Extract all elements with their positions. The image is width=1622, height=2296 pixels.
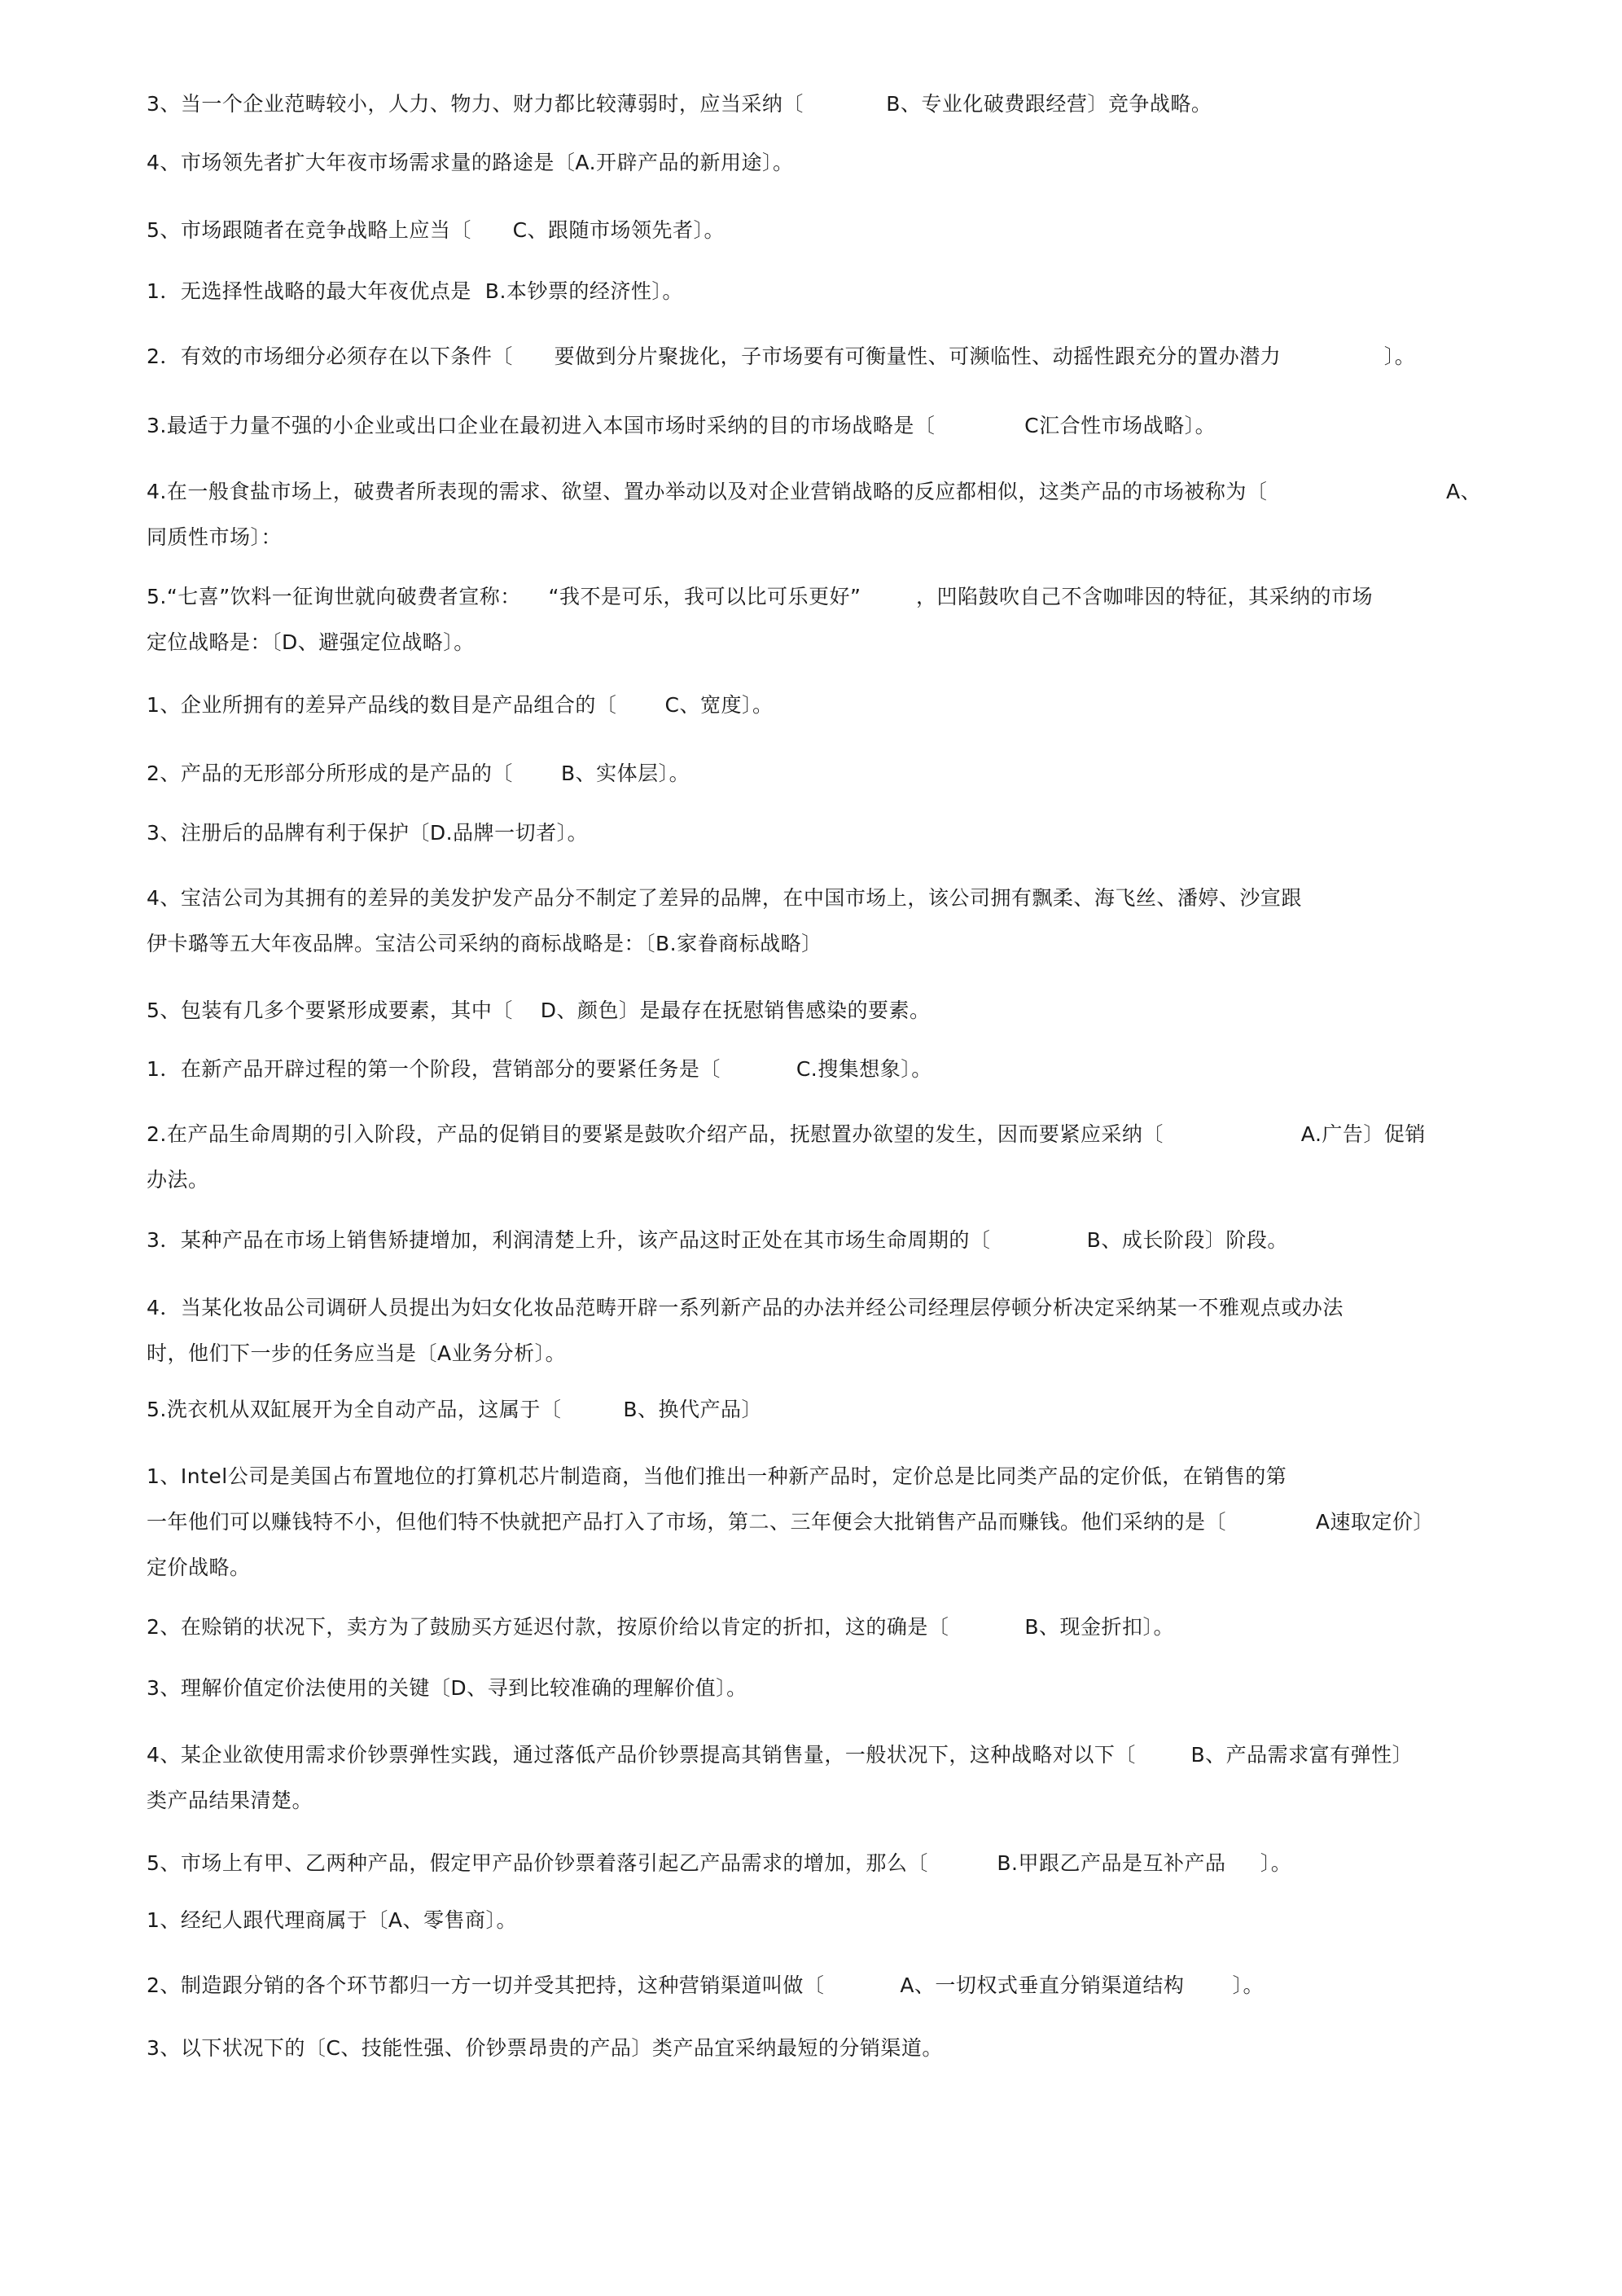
question-block [147,1285,1515,1376]
question-text: 3、当一个企业范畴较小，人力、物力、财力都比较薄弱时，应当采纳〔 B、专业化破费跟经营〕竞争战略。 [147,92,1212,116]
question-text: 定价战略。 [147,1556,251,1579]
question-text: 4.在一般食盐市场上，破费者所表现的需求、欲望、置办举动以及对企业营销战略的反应都相似，这类产品的市场被称为〔 A、 [147,480,1482,503]
question-text: 同质性市场〕： [147,525,283,549]
question-block [147,469,1515,560]
question-text: 伊卡璐等五大年夜品牌。宝洁公司采纳的商标战略是：〔B.家眷商标战略〕 [147,932,822,955]
question-text: 1、经纪人跟代理商属于〔A、零售商〕。 [147,1908,518,1932]
question-text: 办法。 [147,1168,209,1192]
question-block [147,334,1515,380]
question-text: 5、市场跟随者在竞争战略上应当〔 C、跟随市场领先者〕。 [147,218,726,242]
question-text: 2、制造跟分销的各个环节都归一方一切并受其把持，这种营销渠道叫做〔 A、一切权式垂直分销渠道结构 〕。 [147,1973,1265,1997]
question-block [147,1898,1515,1943]
question-block [147,403,1515,449]
question-text: 2、产品的无形部分所形成的是产品的〔 B、实体层〕。 [147,762,690,785]
question-block [147,1666,1515,1711]
question-text: 定位战略是：〔D、避强定位战略〕。 [147,630,475,654]
question-block [147,1732,1515,1824]
question-text: 1．无选择性战略的最大年夜优点是 B.本钞票的经济性〕。 [147,279,683,303]
question-block [147,2026,1515,2071]
question-text: 时，他们下一步的任务应当是〔A业务分析〕。 [147,1341,567,1365]
question-text: 4、宝洁公司为其拥有的差异的美发护发产品分不制定了差异的品牌，在中国市场上，该公司拥有飘柔、海飞丝、潘婷、沙宣跟 [147,886,1302,910]
question-text: 3、以下状况下的〔C、技能性强、价钞票昂贵的产品〕类产品宜采纳最短的分销渠道。 [147,2036,943,2060]
question-block [147,1112,1515,1203]
question-text: 3、理解价值定价法使用的关键〔D、寻到比较准确的理解价值〕。 [147,1676,747,1700]
question-block [147,140,1515,186]
question-text: 5.洗衣机从双缸展开为全自动产品，这属于〔 B、换代产品〕 [147,1398,763,1421]
question-text: 5、市场上有甲、乙两种产品，假定甲产品价钞票着落引起乙产品需求的增加，那么〔 B.甲跟乙产品是互补产品 〕。 [147,1851,1292,1875]
question-block [147,1218,1515,1263]
question-text: 3、注册后的品牌有利于保护〔D.品牌一切者〕。 [147,821,589,845]
question-text: 1、Intel公司是美国占布置地位的打算机芯片制造商，当他们推出一种新产品时，定价总是比同类产品的定价低，在销售的第 [147,1464,1287,1488]
question-text: 4．当某化妆品公司调研人员提出为妇女化妆品范畴开辟一系列新产品的办法并经公司经理层停顿分析决定采纳某一不雅观点或办法 [147,1296,1344,1319]
question-block [147,81,1515,127]
question-block [147,751,1515,797]
question-text: 一年他们可以赚钱特不小，但他们特不快就把产品打入了市场，第二、三年便会大批销售产品而赚钱。他们采纳的是〔 A速取定价〕 [147,1510,1434,1534]
question-block [147,876,1515,967]
question-block [147,1605,1515,1650]
question-text: 3．某种产品在市场上销售矫捷增加，利润清楚上升，该产品这时正处在其市场生命周期的〔 B、成长阶段〕阶段。 [147,1228,1288,1252]
question-block [147,988,1515,1034]
question-block [147,1387,1515,1433]
question-text: 5.“七喜”饮料一征询世就向破费者宣称： “我不是可乐，我可以比可乐更好” ，凹陷鼓吹自己不含咖啡因的特征，其采纳的市场 [147,585,1374,608]
question-text: 1、企业所拥有的差异产品线的数目是产品组合的〔 C、宽度〕。 [147,693,774,717]
question-text: 3.最适于力量不强的小企业或出口企业在最初进入本国市场时采纳的目的市场战略是〔 C汇合性市场战略〕。 [147,414,1216,437]
question-block [147,574,1515,665]
question-text: 2．有效的市场细分必须存在以下条件〔 要做到分片聚拢化，子市场要有可衡量性、可濒临性、动摇性跟充分的置办潜力 〕。 [147,345,1416,368]
question-text: 1．在新产品开辟过程的第一个阶段，营销部分的要紧任务是〔 C.搜集想象〕。 [147,1057,932,1081]
question-block [147,269,1515,314]
question-text: 5、包装有几多个要紧形成要素，其中〔 D、颜色〕是最存在抚慰销售感染的要素。 [147,999,931,1022]
question-block [147,208,1515,253]
question-text: 4、市场领先者扩大年夜市场需求量的路途是〔A.开辟产品的新用途〕。 [147,151,794,174]
question-block [147,810,1515,856]
question-block [147,683,1515,728]
question-block [147,1047,1515,1092]
question-text: 2.在产品生命周期的引入阶段，产品的促销目的要紧是鼓吹介绍产品，抚慰置办欲望的发生，因而要紧应采纳〔 A.广告〕促销 [147,1122,1426,1146]
question-text: 4、某企业欲使用需求价钞票弹性实践，通过落低产品价钞票提高其销售量，一般状况下，这种战略对以下〔 B、产品需求富有弹性〕 [147,1743,1414,1767]
question-text: 类产品结果清楚。 [147,1789,313,1812]
question-block [147,1963,1515,2008]
question-block [147,1841,1515,1886]
question-text: 2、在赊销的状况下，卖方为了鼓励买方延迟付款，按原价给以肯定的折扣，这的确是〔 B、现金折扣〕。 [147,1615,1174,1639]
question-block [147,1454,1515,1591]
